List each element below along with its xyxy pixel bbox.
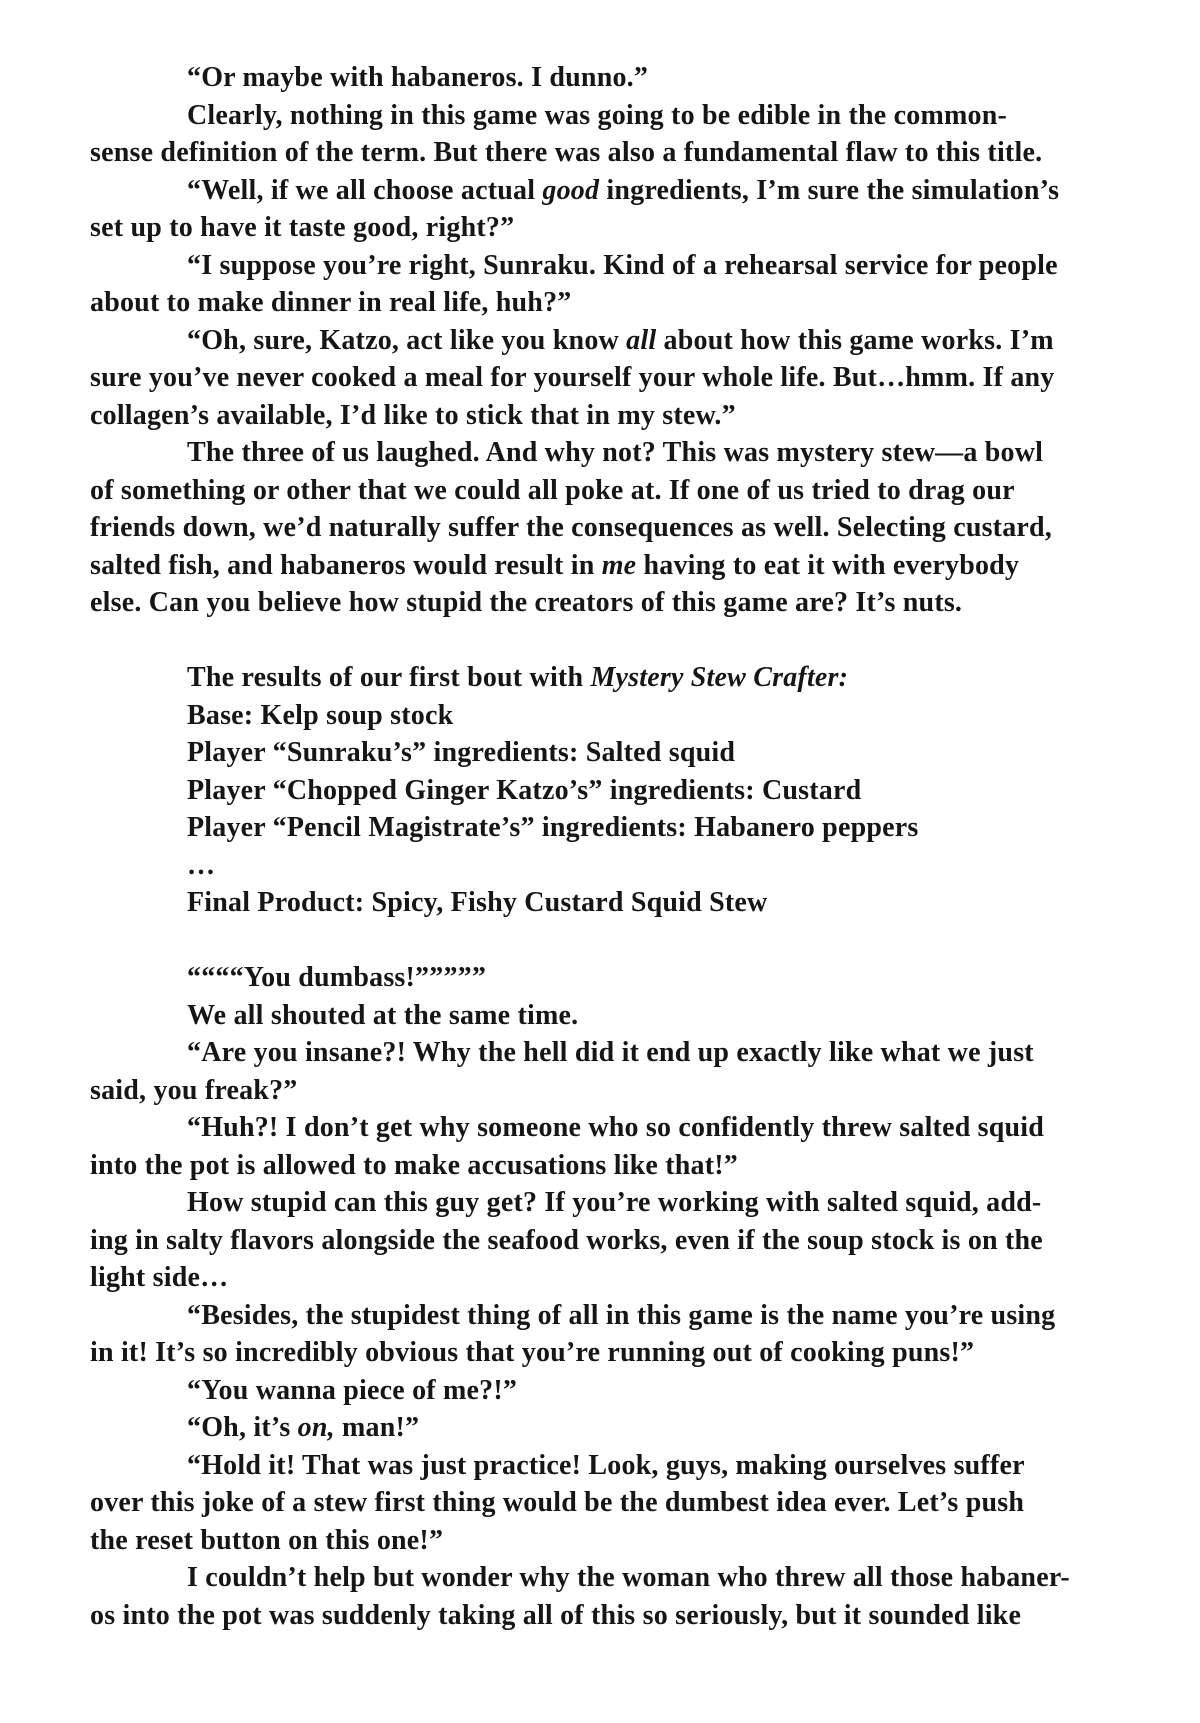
text-line: friends down, we’d naturally suffer the consequences as well. Selecting custard,	[90, 512, 1053, 543]
text-line: Player “Sunraku’s” ingredients: Salted squid	[187, 737, 736, 768]
text-line: “Hold it! That was just practice! Look, guys, making ourselves suffer	[187, 1449, 1025, 1481]
text-line: Player “Chopped Ginger Katzo’s” ingredients: Custard	[187, 774, 862, 806]
text-line: “Oh, it’s on, man!”	[187, 1412, 420, 1443]
text-line: Player “Pencil Magistrate’s” ingredients: Habanero peppers	[187, 812, 919, 843]
text-line: “Oh, sure, Katzo, act like you know all about how this game works. I’m	[187, 324, 1054, 356]
text-line: How stupid can this guy get? If you’re working with salted squid, add-	[187, 1187, 1042, 1218]
text-line: I couldn’t help but wonder why the woman who threw all those habaner-	[187, 1562, 1070, 1593]
text-line: into the pot is allowed to make accusations like that!”	[90, 1149, 738, 1181]
text-line: salted fish, and habaneros would result in me having to eat it with everybody	[90, 549, 1020, 581]
text-line: in it! It’s so incredibly obvious that you’re running out of cooking puns!”	[90, 1337, 975, 1368]
text-line: Clearly, nothing in this game was going to be edible in the common-	[187, 99, 1007, 131]
text-line: of something or other that we could all poke at. If one of us tried to drag our	[90, 474, 1015, 506]
text-line: said, you freak?”	[90, 1074, 298, 1106]
text-line: over this joke of a stew first thing would be the dumbest idea ever. Let’s push	[90, 1487, 1025, 1518]
text-line: about to make dinner in real life, huh?”	[90, 287, 572, 318]
text-line: “You wanna piece of me?!”	[187, 1374, 518, 1406]
text-line: “Well, if we all choose actual good ingredients, I’m sure the simulation’s	[187, 174, 1060, 206]
text-line: sure you’ve never cooked a meal for yourself your whole life. But…hmm. If any	[90, 362, 1055, 393]
text-line: The three of us laughed. And why not? This was mystery stew—a bowl	[187, 437, 1044, 468]
text-line: Final Product: Spicy, Fishy Custard Squid Stew	[187, 887, 768, 918]
text-line: “Or maybe with habaneros. I dunno.”	[187, 62, 649, 93]
text-line: “Besides, the stupidest thing of all in this game is the name you’re using	[187, 1299, 1056, 1331]
text-line: else. Can you believe how stupid the creators of this game are? It’s nuts.	[90, 587, 963, 618]
text-line: ing in salty flavors alongside the seafood works, even if the soup stock is on the	[90, 1224, 1043, 1256]
text-line: The results of our first bout with Mystery Stew Crafter:	[187, 662, 849, 693]
text-line: os into the pot was suddenly taking all of this so seriously, but it sounded like	[90, 1599, 1022, 1631]
text-line: We all shouted at the same time.	[187, 999, 579, 1031]
text-line: “Huh?! I don’t get why someone who so confidently threw salted squid	[187, 1112, 1045, 1143]
text-line: collagen’s available, I’d like to stick that in my stew.”	[90, 399, 736, 431]
page-text	[90, 59, 1122, 1634]
text-line: …	[187, 849, 216, 881]
text-line: “I suppose you’re right, Sunraku. Kind of a rehearsal service for people	[187, 249, 1058, 281]
blank-line	[90, 622, 1122, 660]
text-line: “Are you insane?! Why the hell did it end up exactly like what we just	[187, 1037, 1034, 1068]
text-line: Base: Kelp soup stock	[187, 699, 454, 731]
text-line: the reset button on this one!”	[90, 1524, 444, 1556]
text-line: ““““You dumbass!”””””	[187, 962, 487, 993]
text-line: set up to have it taste good, right?”	[90, 212, 515, 243]
text-line: sense definition of the term. But there was also a fundamental flaw to this title.	[90, 137, 1043, 168]
blank-line	[90, 922, 1122, 960]
text-line: light side…	[90, 1262, 229, 1293]
